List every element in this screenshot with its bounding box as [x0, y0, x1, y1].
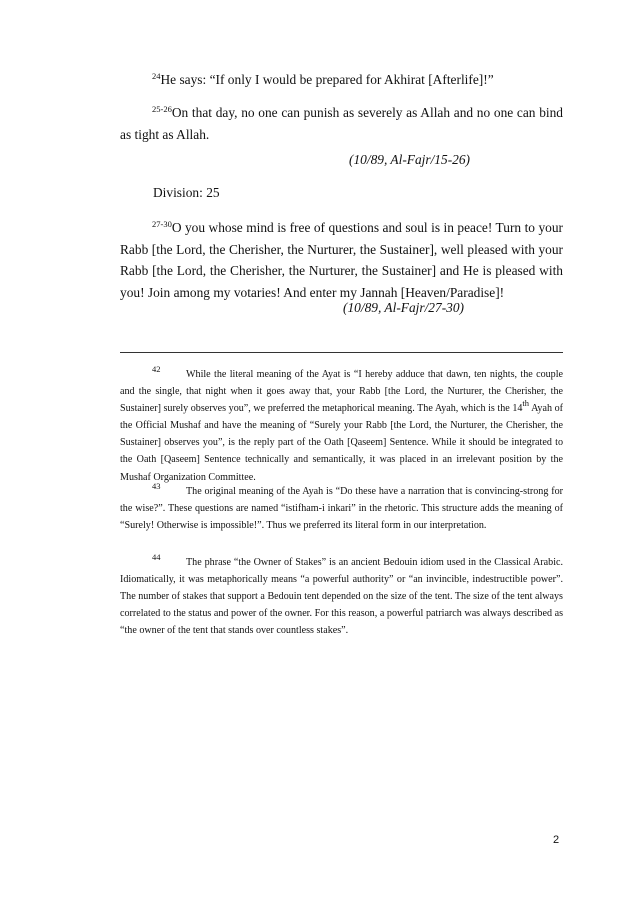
verse-24 — [120, 69, 563, 91]
verse-reference: (10/89, Al-Fajr/27-30) — [343, 300, 464, 315]
verse-27-30 — [120, 217, 563, 303]
footnote-text: The original meaning of the Ayah is “Do these have a narration that is convincing-strong for the wise?”. These questions are named “istifham-i inkari” in the rhetoric. This structure adds the meaning of “Surely! Otherwise is impossible!”. Thus we preferred its literal form in our interpretation. — [120, 486, 563, 532]
verse-reference: (10/89, Al-Fajr/15-26) — [349, 152, 470, 167]
verse-25-26 — [120, 102, 563, 145]
footnote-text: The phrase “the Owner of Stakes” is an ancient Bedouin idiom used in the Classical Arabic. Idiomatically, it was metaphorically means “a powerful authority” or “an invincible, indestructible power”. The number of stakes that support a Bedouin tent depended on the size of the tent. The size of the tent always correlated to the status and power of the owner. For this reason, a powerful patriarch was always described as “the owner of the tent that stands over countless stakes”. — [120, 557, 563, 637]
footnote-text: Ayah of the Official Mushaf and have the meaning of “Surely your Rabb [the Lord, the Nurturer, the Cherisher, the Sustainer] observes you”, is the reply part of the Oath [Qaseem] Sentence. While it should be integrated to the Oath [Qaseem] Sentence technically and semantically, it was placed in an irrelevant position by the Mushaf Organization Committee. — [120, 403, 563, 483]
verse-text: O you whose mind is free of questions and soul is in peace! Turn to your Rabb [the Lord, the Cherisher, the Nurturer, the Sustainer], well pleased with your Rabb [the Lord, the Cherisher, the Nurturer, the Sustainer] and He is pleased with you! Join among my votaries! And enter my Jannah [Heaven/Paradise]! — [120, 220, 563, 300]
verse-number: 25-26 — [152, 104, 172, 114]
footnote-text: While the literal meaning of the Ayat is “I hereby adduce that dawn, ten nights, the couple and the single, that night when it goes away that, your Rabb [the Lord, the Nurturer, the Cherisher, the Sustainer] surely observes you”, we preferred the metaphorical meaning. The Ayah, which is the 14 — [120, 369, 563, 415]
verse-number: 27-30 — [152, 219, 172, 229]
footnote-separator — [120, 352, 563, 353]
division-heading: Division: 25 — [153, 185, 220, 200]
footnote-42: $^{42}$ While the literal meaning of the Ayat is “I hereby adduce that dawn, ten nights, the couple and the single, that night when it goes away that, your Rabb [the Lord, the Nurturer, the Cherisher, the Sustainer] surely observes you”, we preferred the metaphorical meaning. The Ayah, which is the 14th Ayah of the Official Mushaf and have the meaning of “Surely your Rabb [the Lord, the Nurturer, the Cherisher, the Sustainer] observes you”, is the reply part of the Oath [Qaseem] Sentence. While it should be integrated to the Oath [Qaseem] Sentence technically and semantically, it was placed in an irrelevant position by the Mushaf Organization Committee. — [120, 364, 563, 483]
footnote-44: $^{44}$ The phrase “the Owner of Stakes” is an ancient Bedouin idiom used in the Classical Arabic. Idiomatically, it was metaphorically means “a powerful authority” or “an invincible, indestructible power”. The number of stakes that support a Bedouin tent depended on the size of the tent. The size of the tent always correlated to the status and power of the owner. For this reason, a powerful patriarch was always described as “the owner of the tent that stands over countless stakes”. — [120, 552, 563, 637]
page-number: 2 — [553, 834, 560, 846]
verse-text: He says: “If only I would be prepared for Akhirat [Afterlife]!” — [160, 72, 494, 87]
verse-text: On that day, no one can punish as severely as Allah and no one can bind as tight as Allah. — [120, 105, 563, 142]
footnote-43: $^{43}$ The original meaning of the Ayah is “Do these have a narration that is convincing-strong for the wise?”. These questions are named “istifham-i inkari” in the rhetoric. This structure adds the meaning of “Surely! Otherwise is impossible!”. Thus we preferred its literal form in our interpretation. — [120, 481, 563, 532]
ordinal-suffix: th — [522, 398, 530, 409]
verse-number: 24 — [152, 71, 161, 81]
